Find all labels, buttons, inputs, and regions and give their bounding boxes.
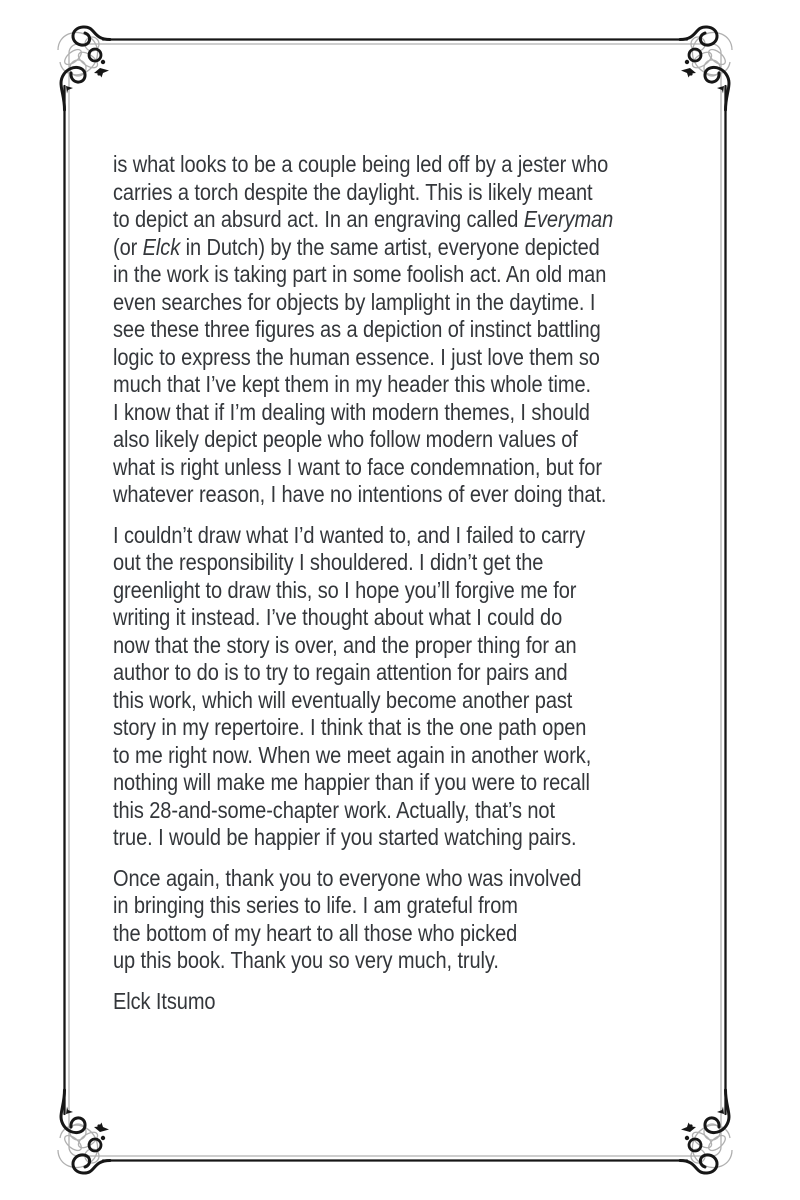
- text-line: [113, 865, 687, 893]
- text-run: see these three figures as a depiction of instinct battling: [113, 316, 601, 342]
- text-line: [113, 454, 687, 482]
- text-run: writing it instead. I’ve thought about what I could do: [113, 604, 563, 630]
- text-line: [113, 426, 687, 454]
- text-run: true. I would be happier if you started watching pairs.: [113, 824, 577, 850]
- text-line: [113, 632, 687, 660]
- text-run: is what looks to be a couple being led off by a jester who: [113, 151, 609, 177]
- text-line: [113, 371, 687, 399]
- italic-text-run: Elck: [142, 233, 181, 260]
- corner-flourish-top-right: [680, 27, 732, 110]
- text-run: to depict an absurd act. In an engraving called: [113, 206, 524, 232]
- text-line: [113, 289, 687, 317]
- corner-flourish-bottom-right: [680, 1090, 732, 1173]
- text-line: [113, 151, 687, 179]
- text-run: in Dutch) by the same artist, everyone depicted: [180, 233, 600, 260]
- text-line: [113, 769, 687, 797]
- text-run: to me right now. When we meet again in another work,: [113, 741, 592, 768]
- text-line: [113, 261, 687, 289]
- text-run: also likely depict people who follow modern values of: [113, 426, 578, 452]
- text-line: [113, 714, 687, 742]
- italic-text-run: Everyman: [523, 206, 614, 232]
- text-line: [113, 206, 687, 234]
- text-line: [113, 742, 687, 770]
- paragraph-3: [113, 865, 687, 975]
- text-line: [113, 659, 687, 687]
- text-run: in bringing this series to life. I am grateful from: [113, 892, 518, 918]
- text-run: I couldn’t draw what I’d wanted to, and I failed to carry: [113, 521, 586, 548]
- text-run: up this book. Thank you so very much, truly.: [113, 947, 499, 973]
- text-line: [113, 604, 687, 632]
- text-line: [113, 947, 687, 975]
- corner-flourish-bottom-left: [58, 1090, 110, 1173]
- paragraph-1: [113, 151, 687, 509]
- text-run: this 28-and-some-chapter work. Actually, that’s not: [113, 796, 555, 823]
- text-run: nothing will make me happier than if you were to recall: [113, 769, 590, 795]
- text-run: logic to express the human essence. I just love them so: [113, 343, 600, 370]
- text-line: [113, 481, 687, 509]
- text-line: [113, 179, 687, 207]
- text-run: (or: [113, 233, 143, 260]
- afterword-text: [113, 151, 687, 1015]
- text-line: [113, 522, 687, 550]
- text-run: out the responsibility I shouldered. I didn’t get the: [113, 549, 544, 575]
- text-line: [113, 234, 687, 262]
- text-line: [113, 920, 687, 948]
- text-line: [113, 687, 687, 715]
- text-line: [113, 892, 687, 920]
- text-line: [113, 399, 687, 427]
- text-run: this work, which will eventually become another past: [113, 686, 573, 713]
- text-run: now that the story is over, and the proper thing for an: [113, 631, 577, 658]
- text-line: [113, 344, 687, 372]
- text-line: [113, 549, 687, 577]
- author-signature: Elck Itsumo: [113, 987, 216, 1014]
- text-run: what is right unless I want to face condemnation, but for: [113, 453, 602, 480]
- corner-flourish-top-left: [58, 27, 110, 110]
- text-run: author to do is to try to regain attention for pairs and: [113, 659, 568, 685]
- text-run: story in my repertoire. I think that is the one path open: [113, 714, 587, 740]
- text-run: whatever reason, I have no intentions of ever doing that.: [113, 481, 607, 507]
- text-line: [113, 797, 687, 825]
- text-run: even searches for objects by lamplight in the daytime. I: [113, 288, 596, 315]
- paragraph-2: [113, 522, 687, 852]
- text-run: in the work is taking part in some foolish act. An old man: [113, 261, 607, 287]
- text-run: carries a torch despite the daylight. This is likely meant: [113, 178, 593, 205]
- text-line: [113, 824, 687, 852]
- text-line: [113, 577, 687, 605]
- text-line: [113, 316, 687, 344]
- text-run: the bottom of my heart to all those who picked: [113, 919, 518, 946]
- text-run: I know that if I’m dealing with modern themes, I should: [113, 398, 590, 425]
- text-run: much that I’ve kept them in my header this whole time.: [113, 371, 591, 397]
- text-run: greenlight to draw this, so I hope you’ll forgive me for: [113, 576, 577, 603]
- text-run: Once again, thank you to everyone who was involved: [113, 864, 582, 891]
